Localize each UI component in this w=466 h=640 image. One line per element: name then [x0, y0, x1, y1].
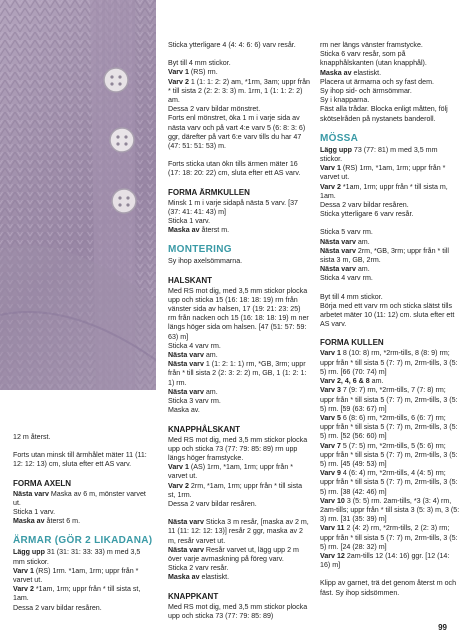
text: Varv 1 (RS) 1rm. *1am, 1rm; uppr från * varvet ut. [13, 566, 139, 585]
text: Sticka 2 varv resår. [168, 564, 229, 573]
heading-knapphalskant: KNAPPHÅLSKANT [168, 424, 240, 434]
text: Varv 1 (RS) rm. [168, 68, 218, 77]
text: Varv 1 (RS) 1rm, *1am, 1rm; uppr från * varvet ut. [320, 164, 446, 182]
text: Nästa varv am. [168, 387, 218, 396]
text: Sy ihop sid- och ärmsömmar. [320, 87, 412, 96]
text: Nästa varv Maska av 6 m, mönster varvet ut. [13, 489, 146, 507]
text: Sticka 5 varv rm. [320, 228, 373, 237]
text: Varv 2 2rm, *1am, 1rm; uppr från * till sista st, 1rm. [168, 481, 303, 499]
text: Sticka ytterligare 6 varv resår. [320, 210, 414, 219]
text: Varv 1 (AS) 1rm, *1am, 1rm; uppr från * varvet ut. [168, 463, 293, 481]
text: Varv 2, 4, 6 & 8 am. [320, 377, 384, 386]
text: Byt till 4 mm stickor. [320, 292, 383, 301]
heading-halskant: HALSKANT [168, 275, 212, 285]
text: Sticka 4 varv rm. [168, 341, 221, 350]
button-2 [110, 128, 134, 152]
button-3 [112, 189, 136, 213]
text: Dessa 2 varv bildar mönstret. [168, 105, 261, 114]
heading-knappkant: KNAPPKANT [168, 591, 219, 601]
text: Nästa varv Sticka 3 m resår, [maska av 2 m, 11 (11: 12: 12: 13)] resår 2 ggr, maska av 2 m, resår varvet ut. [168, 518, 309, 545]
text: Varv 1 8 (10: 8) rm, *2rm-tills, 8 (8: 9) rm; uppr från * till sista 5 (7: 7) m, 2rm-tills, 3 (5: 5) rm. [66 (70: 74) m] [320, 349, 458, 376]
text: Nästa varv 2rm, *GB, 3rm; uppr från * till sista 3 m, GB, 2rm. [320, 246, 449, 265]
page-number: 99 [438, 623, 447, 632]
text: Dessa 2 varv bildar resåren. [13, 603, 102, 612]
button-1 [104, 68, 128, 92]
text: Nästa varv 1 (1: 2: 1: 1) rm, *GB, 3rm; uppr från * till sista 2 (2: 3: 2: 2) m, GB, 1 (1: 2: 1: 1) rm. [168, 360, 307, 387]
text: Nästa varv am. [320, 237, 370, 246]
text: Sy i knapparna. [320, 96, 370, 105]
text: Fäst alla trådar. Blocka enligt måtten, följ skötselråden på nystanets banderoll. [320, 105, 448, 123]
text: Lägg upp 73 (77: 81) m med 3,5 mm stickor. [320, 145, 438, 164]
text: Placera ut ärmarna och sy fast dem. [320, 77, 434, 86]
text: Forts enl mönstret, öka 1 m i varje sida av nästa varv och på vart 4:e varv 5 (6: 8: 3: 6) ggr, därefter på vart 6:e varv tills du har 47 (47: 51: 51: 53) m. [168, 114, 306, 151]
text: Varv 2 *1am, 1rm; uppr från * till sista st, 1am. [13, 585, 141, 603]
text: Med RS mot dig, med 3,5 mm stickor plocka upp och sticka 15 (16: 18: 18: 19) rm från vänster sida av halsen, 17 (19: 21: 23: 25) rm från nacken och 15 (16: 18: 18: 19) m ner längs höger sida om halsen. [47 (51: 57: 59: 63) m] [168, 286, 309, 341]
text: Minsk 1 m i varje sidapå nästa 5 varv. [37 (37: 41: 41: 43) m] [168, 198, 298, 216]
text: Sticka 6 varv resår, som på knapphålskanten (utan knapphål). [320, 50, 427, 68]
text: Sy ihop axelsömmarna. [168, 257, 243, 266]
column-2 [168, 41, 310, 621]
heading-forma-armkullen: FORMA ÄRMKULLEN [168, 187, 250, 197]
heading-forma-axeln: FORMA AXELN [13, 478, 72, 488]
text: Varv 5 6 (8: 6) rm, *2rm-tills, 6 (6: 7) rm; uppr från * till sista 5 (7: 7) m, 2rm-tills, 3 (5: 5) rm. [52 (56: 60) m] [320, 413, 458, 441]
text: Maska av återst m. [168, 226, 230, 235]
text: Varv 12 2am-tills 12 (14: 16) ggr. [12 (14: 16) m] [320, 551, 450, 570]
heading-armar: ÄRMAR (GÖR 2 LIKADANA) [13, 535, 153, 547]
text: Varv 2 *1am, 1rm; uppr från * till sista m, 1am. [320, 182, 448, 200]
text: Med RS mot dig, med 3,5 mm stickor plocka upp och sticka 73 (77: 79: 85: 89) rm upp längs höger framstycke. [168, 435, 308, 462]
text: Varv 10 3 (5: 5) rm. 2am-tills, *3 (3: 4) rm, 2am-tills; uppr från * till sista 3 (5: 3) m, 3 (5: 3) rm. [31 (35: 39) m] [320, 496, 460, 524]
text: Sticka 3 varv rm. [168, 397, 221, 406]
text: Nästa varv am. [320, 265, 370, 274]
text: Varv 9 4 (6: 4) rm, *2rm-tills, 4 (4: 5) rm; uppr från * till sista 5 (7: 7) m, 2rm-tills, 3 (5: 5) rm. [38 (42: 46) m] [320, 469, 458, 496]
text: Maska av återst 6 m. [13, 517, 81, 526]
text: Lägg upp 31 (31: 31: 33: 33) m med 3,5 mm stickor. [13, 548, 141, 566]
text: Maska av elastiskt. [168, 573, 230, 582]
text: rm ner längs vänster framstycke. [320, 41, 423, 49]
text: Sticka 1 varv. [168, 217, 211, 226]
text: Byt till 4 mm stickor. [168, 59, 231, 68]
text: Varv 3 7 (9: 7) rm, *2rm-tills, 7 (7: 8) rm; uppr från * till sista 5 (7: 7) m, 2rm-tills, 3 (5: 5) rm. [59 (63: 67) m] [320, 386, 458, 413]
text: Nästa varv Resår varvet ut, lägg upp 2 m över varje avmaskning på föreg varv. [168, 545, 299, 563]
text: Nästa varv am. [168, 351, 218, 360]
text: Maska av. [168, 406, 200, 415]
text: 12 m återst. [13, 433, 51, 441]
text: Varv 7 5 (7: 5) rm, *2rm-tills, 5 (5: 6) rm; uppr från * till sista 5 (7: 7) m, 2rm-tills, 3 (5: 5) rm. [45 (49: 53) m] [320, 441, 458, 468]
text: Dessa 2 varv bildar resåren. [320, 201, 409, 210]
text: Forts utan minsk till ärmhålet mäter 11 (11: 12: 12: 13) cm, sluta efter ett AS varv. [13, 451, 147, 469]
heading-montering: MONTERING [168, 244, 232, 256]
heading-mossa: MÖSSA [320, 132, 359, 144]
text: Börja med ett varv rm och sticka slätst tills arbetet mäter 10 (11: 12) cm. sluta efter ett AS varv. [320, 301, 455, 329]
column-1 [13, 433, 153, 613]
text: Forts sticka utan ökn tills ärmen mäter 16 (17: 18: 20: 22) cm, sluta efter ett AS varv. [168, 160, 301, 178]
text: Klipp av garnet, trä det genom återst m och fäst. Sy ihop sidsömmen. [320, 579, 457, 597]
knit-texture [0, 0, 156, 390]
text: Sticka 1 varv. [13, 508, 56, 517]
heading-forma-kullen: FORMA KULLEN [320, 338, 384, 348]
text: Dessa 2 varv bildar resåren. [168, 499, 257, 508]
text: Sticka 4 varv rm. [320, 274, 373, 283]
sweater-photo [0, 0, 156, 390]
text: Sticka ytterligare 4 (4: 4: 6: 6) varv resår. [168, 41, 296, 49]
text: Maska av elastiskt. [320, 68, 382, 77]
column-3 [320, 41, 460, 598]
text: Med RS mot dig, med 3,5 mm stickor plocka upp och sticka 73 (77: 79: 85: 89) [168, 602, 308, 620]
text: Varv 2 1 (1: 1: 2: 2) am, *1rm, 3am; uppr från * till sista 2 (2: 2: 3: 3) m. 1rm, 1 (1: 1: 2: 2) am. [168, 77, 310, 105]
text: Varv 11 2 (4: 2) rm, *2rm-tills, 2 (2: 3) rm; uppr från * till sista 5 (7: 7) m, 2rm-tills, 3 (5: 5) rm. [24 (28: 32) m] [320, 524, 458, 551]
